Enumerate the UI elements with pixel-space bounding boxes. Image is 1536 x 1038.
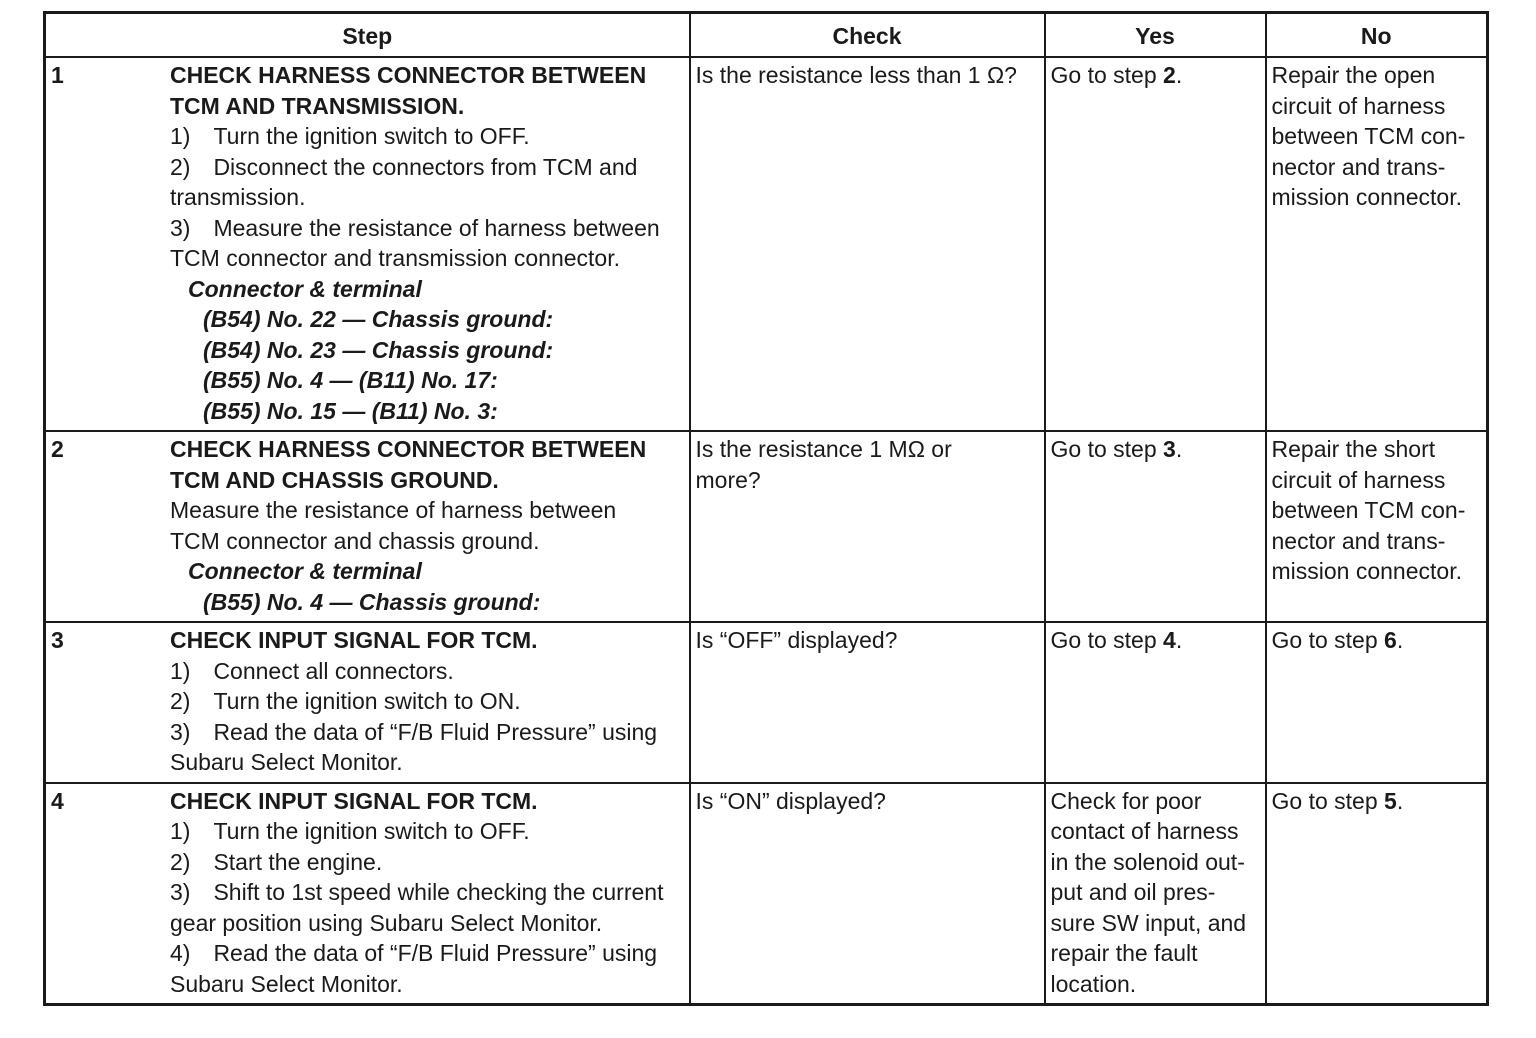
no-cell [1266,431,1488,622]
step-line: 4) Read the data of “F/B Fluid Pressure” using [170,940,658,966]
step-line: 1) Turn the ignition switch to OFF. [170,818,530,844]
yes-cell [1045,622,1266,783]
step-number: 1 [51,62,64,88]
yes-suffix: . [1175,62,1183,88]
no-cell [1266,622,1488,783]
step-line: Subaru Select Monitor. [170,970,403,997]
yes-line: repair the fault [1050,940,1198,966]
step-cell [45,622,690,783]
yes-prefix: Go to step [1050,62,1164,88]
check-cell [690,57,1045,431]
step-cell [45,783,690,1005]
check-text: Is the resistance less than 1 Ω? [695,62,1017,88]
no-line: circuit of harness [1271,466,1446,493]
yes-step-ref: 2 [1163,62,1176,88]
header-no: No [1266,13,1488,58]
check-cell [690,431,1045,622]
check-line: more? [695,466,761,493]
yes-prefix: Go to step [1050,627,1164,653]
yes-line: contact of harness [1050,818,1239,844]
connector-terminal-item: (B54) No. 23 — Chassis ground: [203,336,554,363]
no-line: Repair the short [1271,436,1436,462]
yes-step-ref: 4 [1163,627,1176,653]
yes-cell [1045,431,1266,622]
table-row [45,57,1488,431]
step-line: gear position using Subaru Select Monitor. [170,909,603,936]
step-title: CHECK INPUT SIGNAL FOR TCM. [170,787,538,814]
connector-terminal-item: (B55) No. 4 — (B11) No. 17: [203,367,498,393]
step-cell [45,431,690,622]
yes-cell [1045,57,1266,431]
step-title: TCM AND TRANSMISSION. [170,92,465,119]
no-line: Repair the open [1271,62,1436,88]
connector-terminal-item: (B55) No. 4 — Chassis ground: [203,588,541,615]
step-line: TCM connector and transmission connector. [170,245,620,271]
check-cell [690,622,1045,783]
step-line: 3) Shift to 1st speed while checking the current [170,879,664,905]
step-title: CHECK INPUT SIGNAL FOR TCM. [170,627,538,653]
no-line: between TCM con- [1271,123,1466,149]
no-step-ref: 6 [1384,627,1397,653]
no-line: mission connector. [1271,558,1462,584]
check-text: Is “ON” displayed? [695,787,886,814]
no-prefix: Go to step [1271,787,1385,814]
step-line: 1) Connect all connectors. [170,657,454,684]
step-number: 3 [51,627,64,653]
yes-line: in the solenoid out- [1050,848,1245,875]
no-line: nector and trans- [1271,153,1446,180]
step-line: 2) Start the engine. [170,848,383,875]
header-row [45,13,1488,58]
header-check: Check [690,13,1045,58]
step-number: 4 [51,787,64,814]
step-number: 2 [51,436,64,462]
step-line: 2) Turn the ignition switch to ON. [170,688,521,714]
yes-line: put and oil pres- [1050,879,1216,905]
yes-line: location. [1050,970,1137,997]
check-line: Is the resistance 1 MΩ or [695,436,952,462]
check-cell [690,783,1045,1005]
step-title: CHECK HARNESS CONNECTOR BETWEEN [170,62,647,88]
no-line: between TCM con- [1271,497,1466,523]
yes-suffix: . [1175,436,1183,462]
no-line: circuit of harness [1271,92,1446,119]
no-line: mission connector. [1271,184,1462,210]
no-prefix: Go to step [1271,627,1385,653]
yes-step-ref: 3 [1163,436,1176,462]
step-line: Subaru Select Monitor. [170,749,403,775]
header-yes: Yes [1045,13,1266,58]
no-suffix: . [1396,627,1404,653]
diagnostic-table [43,11,1489,1006]
yes-cell [1045,783,1266,1005]
step-line: TCM connector and chassis ground. [170,527,540,554]
connector-terminal-item: (B54) No. 22 — Chassis ground: [203,306,554,332]
step-line: Measure the resistance of harness between [170,497,617,523]
step-title: CHECK HARNESS CONNECTOR BETWEEN [170,436,647,462]
check-text: Is “OFF” displayed? [695,627,898,653]
step-cell [45,57,690,431]
step-line: 1) Turn the ignition switch to OFF. [170,123,530,149]
connector-terminal-item: (B55) No. 15 — (B11) No. 3: [203,397,498,424]
connector-terminal-label: Connector & terminal [188,558,422,584]
step-line: 3) Read the data of “F/B Fluid Pressure” using [170,718,658,745]
no-step-ref: 5 [1384,787,1397,814]
header-step: Step [45,13,690,58]
no-suffix: . [1396,787,1404,814]
connector-terminal-label: Connector & terminal [188,275,422,302]
table-row [45,783,1488,1005]
table-row [45,622,1488,783]
table-row [45,431,1488,622]
step-line: 2) Disconnect the connectors from TCM and [170,153,638,180]
step-line: transmission. [170,184,306,210]
yes-line: sure SW input, and [1050,909,1247,936]
yes-prefix: Go to step [1050,436,1164,462]
yes-suffix: . [1175,627,1183,653]
step-line: 3) Measure the resistance of harness between [170,214,660,241]
no-line: nector and trans- [1271,527,1446,554]
yes-line: Check for poor [1050,787,1202,814]
no-cell [1266,783,1488,1005]
step-title: TCM AND CHASSIS GROUND. [170,466,499,493]
no-cell [1266,57,1488,431]
